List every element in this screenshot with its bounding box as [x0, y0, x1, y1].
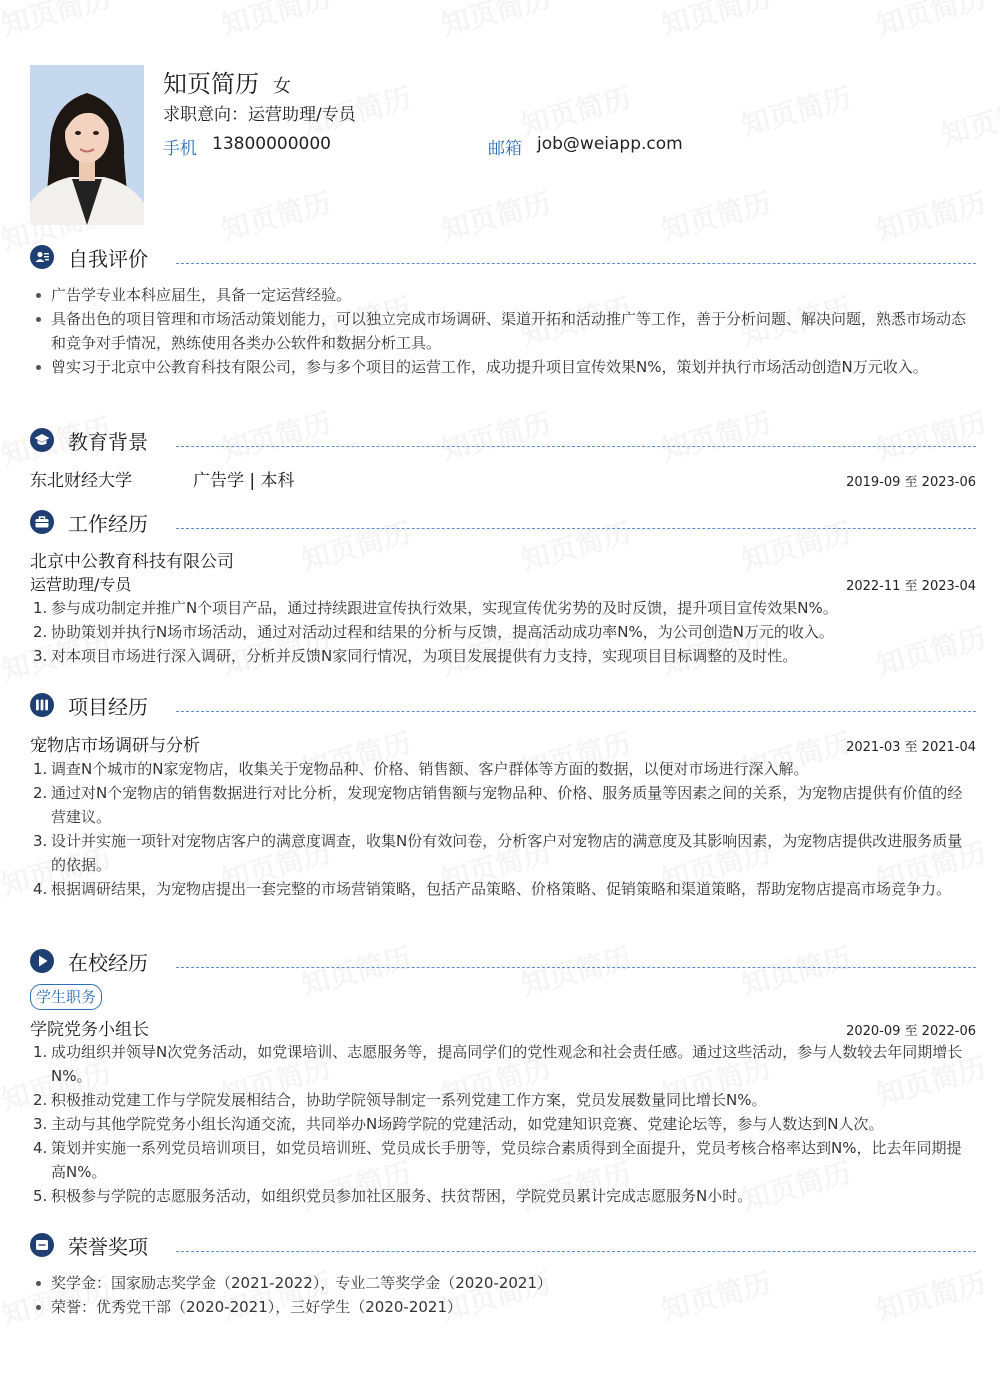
section-divider [176, 967, 976, 968]
phone-label: 手机 [163, 139, 197, 159]
section-campus-header [30, 947, 976, 975]
candidate-name: 知页简历 [163, 70, 259, 98]
list-item: 1. 参与成功制定并推广N个项目产品，通过持续跟进宣传执行效果，实现宣传优劣势的及时反馈，提升项目宣传效果N%。 [33, 599, 838, 617]
profile-photo-image [30, 65, 144, 225]
section-title: 工作经历 [68, 511, 148, 536]
user-card-icon [30, 245, 54, 269]
section-title: 在校经历 [68, 950, 148, 975]
section-self-eval-header [30, 243, 976, 271]
list-item: 曾实习于北京中公教育科技有限公司，参与多个项目的运营工作，成功提升项目宣传效果N%，策划并执行市场活动创造N万元收入。 [30, 355, 976, 379]
name-row [163, 64, 291, 99]
section-divider [176, 528, 976, 529]
section-title: 项目经历 [68, 694, 148, 719]
list-item: 5. 积极参与学院的志愿服务活动，如组织党员参加社区服务、扶贫帮困，学院党员累计完成志愿服务N小时。 [33, 1187, 753, 1205]
student-role-tag: 学生职务 [30, 984, 102, 1010]
work-role-row [30, 572, 976, 595]
list-item: 2. 积极推动党建工作与学院发展相结合，协助学院领导制定一系列党建工作方案，党员发展数量同比增长N%。 [33, 1091, 767, 1109]
project-row [30, 731, 976, 756]
list-item: 广告学专业本科应届生，具备一定运营经验。 [30, 283, 976, 307]
list-item: 具备出色的项目管理和市场活动策划能力，可以独立完成市场调研、渠道开拓和活动推广等工作，善于分析问题、解决问题，熟悉市场动态和竞争对手情况，熟练使用各类办公软件和数据分析工具。 [30, 307, 976, 355]
list-item: 4. 策划并实施一系列党员培训项目，如党员培训班、党员成长手册等，党员综合素质得到全面提升，党员考核合格率达到N%，比去年同期提高N%。 [33, 1139, 962, 1181]
list-item: 3. 对本项目市场进行深入调研，分析并反馈N家同行情况，为项目发展提供有力支持，实现项目目标调整的及时性。 [33, 647, 798, 665]
company-row [30, 547, 976, 572]
campus-role-row [30, 1015, 976, 1040]
section-project-header [30, 691, 976, 719]
section-title: 自我评价 [68, 246, 148, 271]
section-honors-header [30, 1231, 976, 1259]
work-content [30, 596, 976, 668]
profile-photo [30, 65, 144, 225]
section-divider [176, 263, 976, 264]
list-item: 4. 根据调研结果，为宠物店提出一套完整的市场营销策略，包括产品策略、价格策略、促销策略和渠道策略，帮助宠物店提高市场竞争力。 [33, 880, 952, 898]
campus-content [30, 1040, 976, 1208]
section-divider [176, 446, 976, 447]
list-item: 3. 设计并实施一项针对宠物店客户的满意度调查，收集N份有效问卷，分析客户对宠物店的满意度及其影响因素，为宠物店提供改进服务质量的依据。 [33, 832, 963, 874]
play-icon [30, 949, 54, 973]
email-label: 邮箱 [488, 139, 522, 159]
project-name: 宠物店市场调研与分析 [30, 736, 200, 756]
work-role: 运营助理/专员 [30, 575, 132, 594]
email-contact [488, 134, 683, 159]
list-item: 1. 调查N个城市的N家宠物店，收集关于宠物品种、价格、销售额、客户群体等方面的数据，以便对市场进行深入解。 [33, 760, 809, 778]
project-date: 2021-03 至 2021-04 [846, 740, 976, 755]
list-item: 荣誉：优秀党干部（2020-2021），三好学生（2020-2021） [30, 1295, 976, 1319]
candidate-gender: 女 [273, 76, 291, 97]
award-card-icon [30, 1233, 54, 1257]
list-item: 2. 通过对N个宠物店的销售数据进行对比分析，发现宠物店销售额与宠物品种、价格、服务质量等因素之间的关系，为宠物店提供有价值的经营建议。 [33, 784, 963, 826]
campus-date: 2020-09 至 2022-06 [846, 1024, 976, 1039]
work-date: 2022-11 至 2023-04 [846, 579, 976, 594]
education-date: 2019-09 至 2023-06 [846, 475, 976, 490]
project-content [30, 757, 976, 901]
self-eval-content [30, 283, 976, 379]
list-item: 奖学金：国家励志奖学金（2021-2022），专业二等奖学金（2020-2021） [30, 1271, 976, 1295]
campus-role: 学院党务小组长 [30, 1020, 149, 1040]
section-divider [176, 1251, 976, 1252]
graduation-cap-icon [30, 428, 54, 452]
honors-content [30, 1271, 976, 1319]
section-divider [176, 711, 976, 712]
phone-value: 13800000000 [212, 134, 331, 154]
section-work-header [30, 508, 976, 536]
job-intent: 求职意向：运营助理/专员 [163, 105, 356, 125]
list-item: 3. 主动与其他学院党务小组长沟通交流，共同举办N场跨学院的党建活动，如党建知识竞赛、党建论坛等，参与人数达到N人次。 [33, 1115, 884, 1133]
bars-icon [30, 693, 54, 717]
email-value: job@weiapp.com [537, 134, 683, 154]
phone-contact [163, 134, 331, 159]
section-education-header [30, 426, 976, 454]
school-name: 东北财经大学 [30, 471, 132, 491]
section-title: 教育背景 [68, 429, 148, 454]
education-row [30, 466, 976, 491]
briefcase-icon [30, 510, 54, 534]
major-degree: 广告学 | 本科 [193, 471, 295, 491]
section-title: 荣誉奖项 [68, 1234, 148, 1259]
list-item: 1. 成功组织并领导N次党务活动，如党课培训、志愿服务等，提高同学们的党性观念和社会责任感。通过这些活动，参与人数较去年同期增长N%。 [33, 1043, 963, 1085]
company-name: 北京中公教育科技有限公司 [30, 552, 234, 572]
list-item: 2. 协助策划并执行N场市场活动，通过对活动过程和结果的分析与反馈，提高活动成功率N%，为公司创造N万元的收入。 [33, 623, 834, 641]
